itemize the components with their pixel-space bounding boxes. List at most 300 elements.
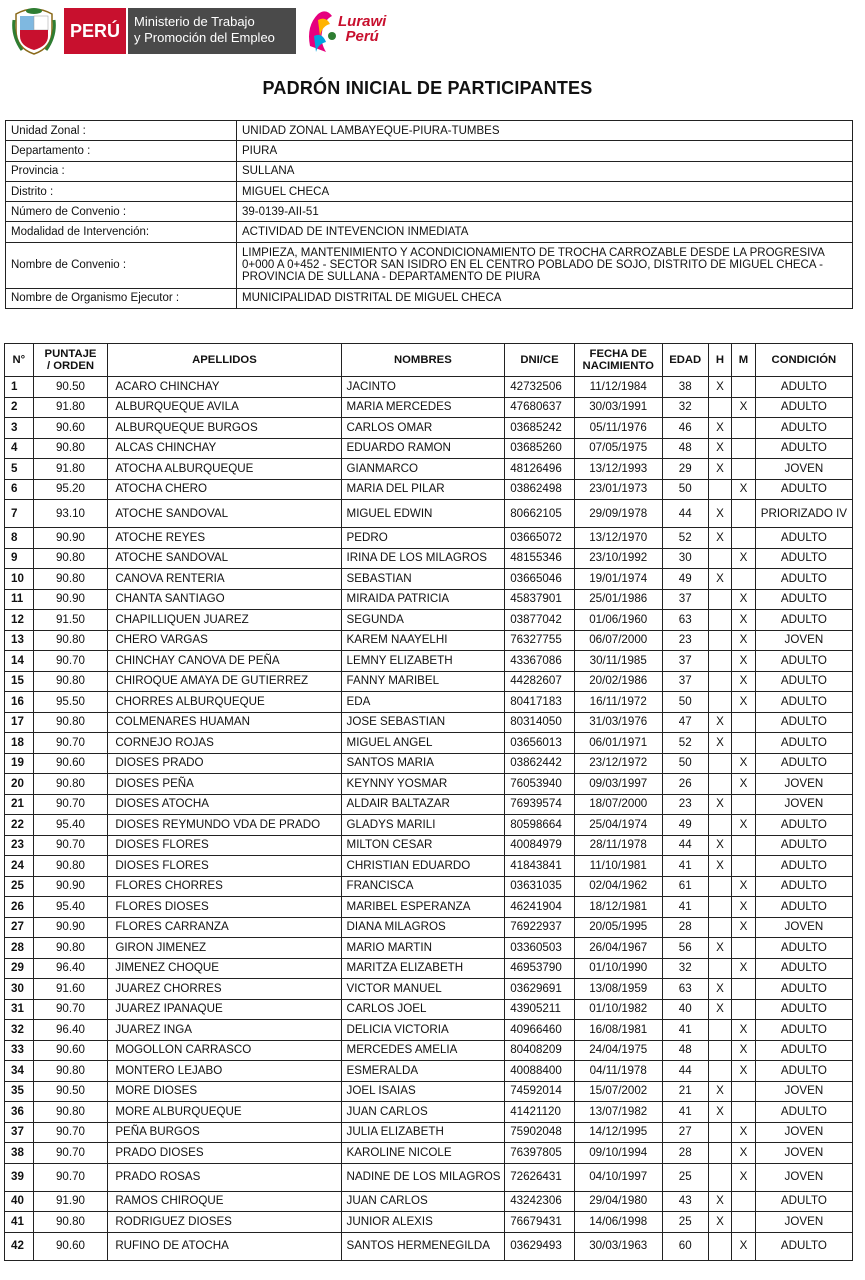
cell-nombres: MILTON CESAR [341,835,505,856]
cell-dni: 47680637 [505,397,575,418]
cell-h [708,897,732,918]
cell-puntaje: 90.80 [33,548,108,569]
cell-m: X [732,651,756,672]
cell-dni: 03631035 [505,876,575,897]
cell-puntaje: 90.50 [33,377,108,398]
info-label: Departamento : [6,141,237,161]
cell-dni: 74592014 [505,1081,575,1102]
cell-fecha: 04/11/1978 [574,1061,662,1082]
cell-h: X [708,418,732,439]
cell-n: 39 [5,1163,34,1191]
cell-apellidos: COLMENARES HUAMAN [108,712,341,733]
cell-edad: 25 [662,1212,708,1233]
cell-fecha: 13/12/1970 [574,528,662,549]
cell-condicion: ADULTO [755,671,852,692]
cell-apellidos: JUAREZ IPANAQUE [108,999,341,1020]
cell-dni: 03685260 [505,438,575,459]
cell-m [732,794,756,815]
cell-n: 9 [5,548,34,569]
cell-n: 13 [5,630,34,651]
cell-fecha: 09/03/1997 [574,774,662,795]
table-row [5,1212,853,1233]
table-row [5,835,853,856]
cell-puntaje: 90.60 [33,418,108,439]
cell-nombres: KAREM NAAYELHI [341,630,505,651]
cell-apellidos: CHANTA SANTIAGO [108,589,341,610]
table-row [5,753,853,774]
cell-m [732,979,756,1000]
cell-m [732,377,756,398]
cell-condicion: ADULTO [755,999,852,1020]
cell-dni: 72626431 [505,1163,575,1191]
cell-h: X [708,528,732,549]
cell-m: X [732,753,756,774]
cell-edad: 37 [662,651,708,672]
cell-fecha: 05/11/1976 [574,418,662,439]
cell-m: X [732,1122,756,1143]
cell-dni: 76053940 [505,774,575,795]
cell-puntaje: 95.50 [33,692,108,713]
col-m: M [732,344,756,377]
cell-fecha: 30/03/1963 [574,1232,662,1260]
cell-dni: 80662105 [505,500,575,528]
cell-n: 26 [5,897,34,918]
cell-dni: 03665046 [505,569,575,590]
info-row [6,121,853,141]
cell-edad: 63 [662,610,708,631]
table-row [5,479,853,500]
cell-nombres: EDA [341,692,505,713]
cell-puntaje: 93.10 [33,500,108,528]
cell-h: X [708,377,732,398]
cell-fecha: 13/12/1993 [574,459,662,480]
cell-fecha: 29/09/1978 [574,500,662,528]
cell-apellidos: CORNEJO ROJAS [108,733,341,754]
cell-edad: 27 [662,1122,708,1143]
cell-apellidos: PEÑA BURGOS [108,1122,341,1143]
cell-h [708,1020,732,1041]
cell-nombres: NADINE DE LOS MILAGROS [341,1163,505,1191]
cell-apellidos: CANOVA RENTERIA [108,569,341,590]
cell-puntaje: 95.40 [33,897,108,918]
cell-nombres: JOEL ISAIAS [341,1081,505,1102]
cell-m: X [732,815,756,836]
table-row [5,856,853,877]
cell-m [732,835,756,856]
cell-nombres: CARLOS JOEL [341,999,505,1020]
cell-edad: 38 [662,377,708,398]
info-value: MUNICIPALIDAD DISTRITAL DE MIGUEL CHECA [237,288,853,308]
cell-condicion: JOVEN [755,917,852,938]
info-label: Provincia : [6,161,237,181]
cell-puntaje: 91.60 [33,979,108,1000]
cell-condicion: JOVEN [755,459,852,480]
cell-n: 30 [5,979,34,1000]
col-puntaje-line-1: PUNTAJE [44,348,97,360]
cell-h: X [708,794,732,815]
cell-fecha: 18/07/2000 [574,794,662,815]
cell-dni: 03629493 [505,1232,575,1260]
col-edad: EDAD [662,344,708,377]
table-row [5,671,853,692]
cell-n: 36 [5,1102,34,1123]
cell-m: X [732,1020,756,1041]
info-row [6,222,853,242]
cell-edad: 32 [662,397,708,418]
cell-m: X [732,589,756,610]
cell-apellidos: RUFINO DE ATOCHA [108,1232,341,1260]
cell-nombres: MARIO MARTIN [341,938,505,959]
cell-fecha: 13/07/1982 [574,1102,662,1123]
cell-puntaje: 90.70 [33,999,108,1020]
cell-m: X [732,917,756,938]
cell-dni: 40088400 [505,1061,575,1082]
cell-edad: 44 [662,1061,708,1082]
cell-n: 19 [5,753,34,774]
cell-nombres: SEBASTIAN [341,569,505,590]
cell-n: 31 [5,999,34,1020]
cell-edad: 48 [662,438,708,459]
cell-puntaje: 90.60 [33,1232,108,1260]
cell-puntaje: 90.80 [33,1212,108,1233]
table-row [5,917,853,938]
cell-nombres: FANNY MARIBEL [341,671,505,692]
cell-edad: 40 [662,999,708,1020]
info-label: Nombre de Convenio : [6,242,237,288]
cell-puntaje: 90.70 [33,1122,108,1143]
cell-apellidos: MONTERO LEJABO [108,1061,341,1082]
cell-nombres: PEDRO [341,528,505,549]
cell-apellidos: FLORES DIOSES [108,897,341,918]
cell-fecha: 24/04/1975 [574,1040,662,1061]
cell-dni: 76679431 [505,1212,575,1233]
cell-nombres: CARLOS OMAR [341,418,505,439]
cell-m [732,1081,756,1102]
cell-nombres: MIGUEL ANGEL [341,733,505,754]
cell-m [732,856,756,877]
cell-h [708,589,732,610]
info-label: Nombre de Organismo Ejecutor : [6,288,237,308]
cell-fecha: 26/04/1967 [574,938,662,959]
cell-nombres: VICTOR MANUEL [341,979,505,1000]
cell-dni: 03665072 [505,528,575,549]
cell-n: 28 [5,938,34,959]
cell-edad: 56 [662,938,708,959]
cell-nombres: SANTOS HERMENEGILDA [341,1232,505,1260]
cell-fecha: 19/01/1974 [574,569,662,590]
cell-edad: 23 [662,794,708,815]
cell-h [708,630,732,651]
cell-puntaje: 90.70 [33,1163,108,1191]
info-row [6,242,853,288]
cell-edad: 43 [662,1191,708,1212]
table-row [5,569,853,590]
cell-condicion: ADULTO [755,712,852,733]
cell-apellidos: DIOSES ATOCHA [108,794,341,815]
cell-condicion: ADULTO [755,958,852,979]
peru-label: PERÚ [64,8,126,54]
table-row [5,692,853,713]
cell-nombres: GIANMARCO [341,459,505,480]
cell-apellidos: ATOCHA CHERO [108,479,341,500]
cell-puntaje: 90.80 [33,671,108,692]
cell-condicion: ADULTO [755,1020,852,1041]
cell-condicion: ADULTO [755,418,852,439]
info-value: LIMPIEZA, MANTENIMIENTO Y ACONDICIONAMIENTO DE TROCHA CARROZABLE DESDE LA PROGRESIVA 0+000 A 0+452 - SECTOR SAN ISIDRO EN EL CENTRO POBLADO DE SOJO, DISTRITO DE MIGUEL CHECA - PROVINCIA DE SULLANA - DEPARTAMENTO DE PIURA [237,242,853,288]
cell-n: 22 [5,815,34,836]
cell-edad: 44 [662,835,708,856]
cell-n: 20 [5,774,34,795]
ministerio-line-2: y Promoción del Empleo [134,30,275,45]
info-value: 39-0139-AII-51 [237,202,853,222]
cell-fecha: 25/01/1986 [574,589,662,610]
cell-n: 8 [5,528,34,549]
cell-puntaje: 90.70 [33,651,108,672]
cell-nombres: GLADYS MARILI [341,815,505,836]
cell-condicion: JOVEN [755,794,852,815]
cell-fecha: 07/05/1975 [574,438,662,459]
cell-m: X [732,548,756,569]
cell-m: X [732,610,756,631]
lurawi-line-2: Perú [345,28,379,45]
info-row [6,181,853,201]
cell-puntaje: 90.70 [33,794,108,815]
cell-puntaje: 90.80 [33,438,108,459]
cell-m: X [732,692,756,713]
cell-condicion: ADULTO [755,979,852,1000]
cell-n: 5 [5,459,34,480]
cell-fecha: 29/04/1980 [574,1191,662,1212]
cell-puntaje: 90.90 [33,528,108,549]
cell-puntaje: 90.80 [33,774,108,795]
table-row [5,397,853,418]
cell-apellidos: CHORRES ALBURQUEQUE [108,692,341,713]
table-row [5,651,853,672]
cell-dni: 03360503 [505,938,575,959]
cell-edad: 63 [662,979,708,1000]
cell-m: X [732,876,756,897]
cell-dni: 75902048 [505,1122,575,1143]
cell-h: X [708,733,732,754]
cell-n: 7 [5,500,34,528]
cell-n: 6 [5,479,34,500]
cell-nombres: SANTOS MARIA [341,753,505,774]
col-dni: DNI/CE [505,344,575,377]
cell-n: 25 [5,876,34,897]
cell-h [708,774,732,795]
cell-n: 12 [5,610,34,631]
cell-puntaje: 90.70 [33,835,108,856]
cell-nombres: MARIA MERCEDES [341,397,505,418]
cell-puntaje: 91.90 [33,1191,108,1212]
cell-apellidos: ATOCHE REYES [108,528,341,549]
participants-header [5,344,853,377]
cell-puntaje: 90.90 [33,917,108,938]
cell-edad: 41 [662,1102,708,1123]
ministerio-line-1: Ministerio de Trabajo [134,14,255,29]
cell-fecha: 14/06/1998 [574,1212,662,1233]
cell-condicion: JOVEN [755,1143,852,1164]
cell-nombres: JOSE SEBASTIAN [341,712,505,733]
cell-apellidos: ALCAS CHINCHAY [108,438,341,459]
cell-condicion: ADULTO [755,815,852,836]
cell-apellidos: GIRON JIMENEZ [108,938,341,959]
cell-nombres: LEMNY ELIZABETH [341,651,505,672]
info-value: PIURA [237,141,853,161]
cell-fecha: 13/08/1959 [574,979,662,1000]
cell-apellidos: DIOSES FLORES [108,835,341,856]
col-fecha-line-1: FECHA DE [589,348,647,360]
cell-apellidos: MORE DIOSES [108,1081,341,1102]
cell-n: 37 [5,1122,34,1143]
cell-h: X [708,438,732,459]
table-row [5,589,853,610]
cell-dni: 43367086 [505,651,575,672]
col-nombres: NOMBRES [341,344,505,377]
cell-fecha: 30/03/1991 [574,397,662,418]
cell-nombres: SEGUNDA [341,610,505,631]
table-row [5,1040,853,1061]
cell-h: X [708,999,732,1020]
cell-n: 17 [5,712,34,733]
peru-coat-of-arms-icon [12,6,56,56]
cell-fecha: 11/12/1984 [574,377,662,398]
cell-m: X [732,397,756,418]
cell-dni: 40966460 [505,1020,575,1041]
table-row [5,815,853,836]
table-row [5,958,853,979]
ministerio-name [126,8,296,54]
cell-apellidos: ATOCHA ALBURQUEQUE [108,459,341,480]
cell-apellidos: ATOCHE SANDOVAL [108,500,341,528]
col-puntaje [33,344,108,377]
col-n: N° [5,344,34,377]
col-h: H [708,344,732,377]
cell-condicion: ADULTO [755,835,852,856]
cell-m: X [732,479,756,500]
cell-n: 11 [5,589,34,610]
cell-dni: 41421120 [505,1102,575,1123]
cell-nombres: DELICIA VICTORIA [341,1020,505,1041]
cell-condicion: ADULTO [755,1191,852,1212]
cell-h [708,958,732,979]
col-condicion: CONDICIÓN [755,344,852,377]
cell-condicion: ADULTO [755,856,852,877]
cell-h [708,876,732,897]
cell-fecha: 23/01/1973 [574,479,662,500]
cell-dni: 03862498 [505,479,575,500]
cell-puntaje: 91.80 [33,459,108,480]
cell-h [708,1061,732,1082]
cell-condicion: ADULTO [755,651,852,672]
cell-nombres: JUNIOR ALEXIS [341,1212,505,1233]
cell-nombres: EDUARDO RAMON [341,438,505,459]
info-row [6,161,853,181]
cell-nombres: JULIA ELIZABETH [341,1122,505,1143]
cell-dni: 43242306 [505,1191,575,1212]
cell-edad: 41 [662,897,708,918]
col-puntaje-line-2: / ORDEN [46,360,95,372]
table-row [5,733,853,754]
cell-h: X [708,1191,732,1212]
table-row [5,377,853,398]
table-row [5,418,853,439]
convenio-info-body [6,121,853,309]
cell-nombres: MERCEDES AMELIA [341,1040,505,1061]
cell-n: 16 [5,692,34,713]
cell-m [732,938,756,959]
cell-m: X [732,1232,756,1260]
cell-puntaje: 90.80 [33,856,108,877]
cell-edad: 26 [662,774,708,795]
table-row [5,979,853,1000]
cell-nombres: JUAN CARLOS [341,1191,505,1212]
cell-apellidos: CHINCHAY CANOVA DE PEÑA [108,651,341,672]
cell-n: 10 [5,569,34,590]
cell-h [708,692,732,713]
info-row [6,202,853,222]
cell-n: 14 [5,651,34,672]
lurawi-wordmark [338,14,386,44]
cell-m: X [732,1143,756,1164]
page-header [12,6,392,58]
info-value: MIGUEL CHECA [237,181,853,201]
cell-apellidos: ALBURQUEQUE AVILA [108,397,341,418]
cell-edad: 60 [662,1232,708,1260]
cell-fecha: 23/12/1972 [574,753,662,774]
cell-condicion: ADULTO [755,548,852,569]
cell-condicion: JOVEN [755,1212,852,1233]
cell-dni: 03629691 [505,979,575,1000]
table-row [5,1081,853,1102]
cell-n: 15 [5,671,34,692]
cell-edad: 50 [662,479,708,500]
page-title: PADRÓN INICIAL DE PARTICIPANTES [262,78,593,98]
cell-condicion: ADULTO [755,1232,852,1260]
cell-apellidos: DIOSES PEÑA [108,774,341,795]
cell-nombres: MIGUEL EDWIN [341,500,505,528]
cell-fecha: 16/11/1972 [574,692,662,713]
cell-apellidos: ATOCHE SANDOVAL [108,548,341,569]
cell-nombres: DIANA MILAGROS [341,917,505,938]
table-row [5,1061,853,1082]
cell-nombres: MIRAIDA PATRICIA [341,589,505,610]
cell-n: 35 [5,1081,34,1102]
cell-condicion: ADULTO [755,733,852,754]
cell-m [732,1212,756,1233]
cell-m: X [732,774,756,795]
cell-condicion: PRIORIZADO IV [755,500,852,528]
cell-fecha: 14/12/1995 [574,1122,662,1143]
cell-m [732,999,756,1020]
cell-condicion: ADULTO [755,479,852,500]
cell-edad: 30 [662,548,708,569]
cell-h [708,610,732,631]
cell-h: X [708,1102,732,1123]
table-row [5,1020,853,1041]
cell-apellidos: RAMOS CHIROQUE [108,1191,341,1212]
cell-condicion: ADULTO [755,692,852,713]
cell-apellidos: PRADO DIOSES [108,1143,341,1164]
cell-h: X [708,500,732,528]
table-row [5,938,853,959]
cell-fecha: 23/10/1992 [574,548,662,569]
cell-fecha: 02/04/1962 [574,876,662,897]
cell-dni: 03656013 [505,733,575,754]
cell-condicion: ADULTO [755,753,852,774]
ministerio-logo [64,8,296,54]
cell-apellidos: JUAREZ CHORRES [108,979,341,1000]
